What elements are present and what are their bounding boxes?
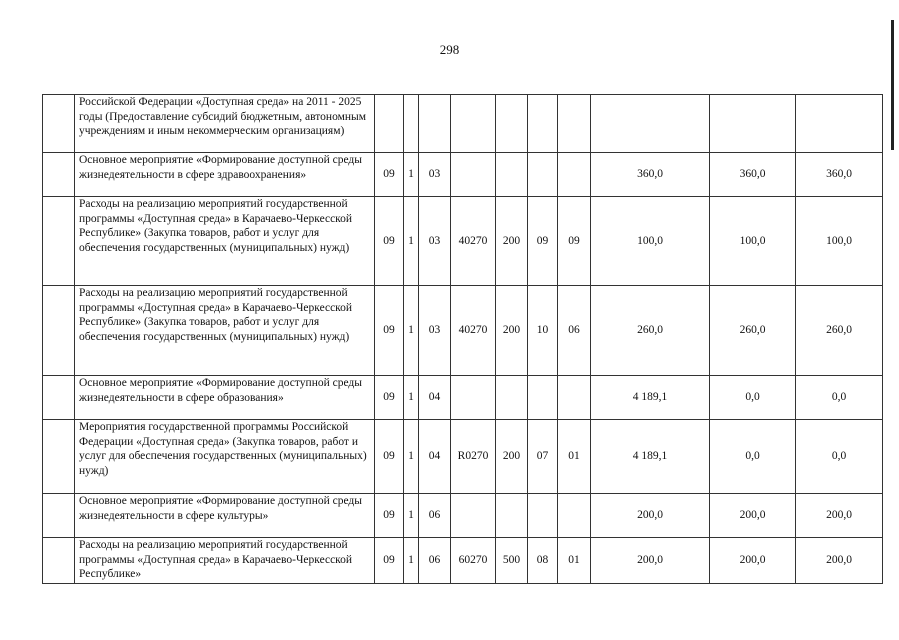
- row-number-cell: [43, 197, 75, 286]
- row-name-cell: Расходы на реализацию мероприятий государственной программы «Доступная среда» в Карачаево-Черкесской Республике»: [75, 538, 375, 584]
- row-number-cell: [43, 286, 75, 376]
- row-name-cell: Расходы на реализацию мероприятий государственной программы «Доступная среда» в Карачаево-Черкесской Республике» (Закупка товаров, работ и услуг для обеспечения государственных (муниципальных) нужд): [75, 197, 375, 286]
- cell-c7: 01: [558, 420, 591, 494]
- cell-v3: 260,0: [796, 286, 883, 376]
- cell-c2: 1: [404, 376, 419, 420]
- cell-c2: [404, 95, 419, 153]
- scan-edge-mark: [891, 20, 894, 150]
- cell-c5: [496, 153, 528, 197]
- table-row: [43, 538, 883, 584]
- cell-v2: 200,0: [710, 494, 796, 538]
- cell-c5: [496, 494, 528, 538]
- cell-c7: [558, 95, 591, 153]
- cell-c3: 03: [419, 197, 451, 286]
- row-name-cell: Российской Федерации «Доступная среда» на 2011 - 2025 годы (Предоставление субсидий бюджетным, автономным учреждениям и иным некоммерческим организациям): [75, 95, 375, 153]
- cell-c6: [528, 95, 558, 153]
- cell-c3: 04: [419, 376, 451, 420]
- cell-v1: 200,0: [591, 538, 710, 584]
- row-name-cell: Расходы на реализацию мероприятий государственной программы «Доступная среда» в Карачаево-Черкесской Республике» (Закупка товаров, работ и услуг для обеспечения государственных (муниципальных) нужд): [75, 286, 375, 376]
- cell-v1: 100,0: [591, 197, 710, 286]
- cell-c1: 09: [375, 494, 404, 538]
- cell-c1: 09: [375, 420, 404, 494]
- cell-c1: 09: [375, 197, 404, 286]
- cell-c4: 40270: [451, 197, 496, 286]
- cell-c7: 01: [558, 538, 591, 584]
- cell-c6: 09: [528, 197, 558, 286]
- cell-c1: 09: [375, 286, 404, 376]
- cell-c3: 06: [419, 494, 451, 538]
- row-number-cell: [43, 95, 75, 153]
- cell-c6: 08: [528, 538, 558, 584]
- cell-c7: [558, 153, 591, 197]
- row-number-cell: [43, 376, 75, 420]
- cell-c5: [496, 95, 528, 153]
- page-number: 298: [439, 42, 460, 57]
- cell-c6: 07: [528, 420, 558, 494]
- cell-v3: 200,0: [796, 494, 883, 538]
- cell-c6: [528, 376, 558, 420]
- cell-v1: 4 189,1: [591, 376, 710, 420]
- cell-v1: 360,0: [591, 153, 710, 197]
- row-name-cell: Основное мероприятие «Формирование доступной среды жизнедеятельности в сфере культуры»: [75, 494, 375, 538]
- cell-c4: R0270: [451, 420, 496, 494]
- budget-table: [42, 94, 883, 584]
- cell-c2: 1: [404, 420, 419, 494]
- cell-c5: 500: [496, 538, 528, 584]
- cell-c7: 09: [558, 197, 591, 286]
- cell-c1: 09: [375, 538, 404, 584]
- cell-v2: 0,0: [710, 376, 796, 420]
- cell-c5: 200: [496, 197, 528, 286]
- cell-v1: 4 189,1: [591, 420, 710, 494]
- cell-v2: 260,0: [710, 286, 796, 376]
- cell-c2: 1: [404, 538, 419, 584]
- cell-c5: 200: [496, 420, 528, 494]
- cell-c7: 06: [558, 286, 591, 376]
- cell-v3: 0,0: [796, 376, 883, 420]
- cell-c3: 04: [419, 420, 451, 494]
- cell-v1: [591, 95, 710, 153]
- table-row: [43, 286, 883, 376]
- cell-c6: [528, 494, 558, 538]
- table-body: [43, 95, 883, 584]
- cell-v3: [796, 95, 883, 153]
- row-number-cell: [43, 420, 75, 494]
- row-number-cell: [43, 494, 75, 538]
- cell-c3: [419, 95, 451, 153]
- cell-c3: 06: [419, 538, 451, 584]
- cell-c6: 10: [528, 286, 558, 376]
- cell-c1: 09: [375, 153, 404, 197]
- cell-c4: 40270: [451, 286, 496, 376]
- cell-c5: [496, 376, 528, 420]
- cell-c2: 1: [404, 153, 419, 197]
- cell-c1: [375, 95, 404, 153]
- cell-c7: [558, 376, 591, 420]
- cell-c4: [451, 153, 496, 197]
- cell-c5: 200: [496, 286, 528, 376]
- table-row: [43, 376, 883, 420]
- cell-v1: 200,0: [591, 494, 710, 538]
- cell-c3: 03: [419, 153, 451, 197]
- cell-c4: [451, 376, 496, 420]
- cell-c7: [558, 494, 591, 538]
- row-name-cell: Основное мероприятие «Формирование доступной среды жизнедеятельности в сфере образования»: [75, 376, 375, 420]
- cell-c2: 1: [404, 197, 419, 286]
- table-row: [43, 95, 883, 153]
- cell-c2: 1: [404, 286, 419, 376]
- row-name-cell: Основное мероприятие «Формирование доступной среды жизнедеятельности в сфере здравоохранения»: [75, 153, 375, 197]
- cell-v2: 0,0: [710, 420, 796, 494]
- table-row: [43, 153, 883, 197]
- cell-c1: 09: [375, 376, 404, 420]
- cell-v3: 360,0: [796, 153, 883, 197]
- cell-v2: 100,0: [710, 197, 796, 286]
- cell-c2: 1: [404, 494, 419, 538]
- cell-c4: [451, 95, 496, 153]
- cell-v1: 260,0: [591, 286, 710, 376]
- cell-c3: 03: [419, 286, 451, 376]
- table-row: [43, 494, 883, 538]
- cell-v2: 360,0: [710, 153, 796, 197]
- cell-v2: [710, 95, 796, 153]
- cell-v2: 200,0: [710, 538, 796, 584]
- cell-v3: 100,0: [796, 197, 883, 286]
- row-number-cell: [43, 153, 75, 197]
- cell-c6: [528, 153, 558, 197]
- cell-c4: 60270: [451, 538, 496, 584]
- cell-v3: 0,0: [796, 420, 883, 494]
- table-row: [43, 197, 883, 286]
- cell-c4: [451, 494, 496, 538]
- table-row: [43, 420, 883, 494]
- row-name-cell: Мероприятия государственной программы Российской Федерации «Доступная среда» (Закупка товаров, работ и услуг для обеспечения государственных (муниципальных) нужд): [75, 420, 375, 494]
- cell-v3: 200,0: [796, 538, 883, 584]
- row-number-cell: [43, 538, 75, 584]
